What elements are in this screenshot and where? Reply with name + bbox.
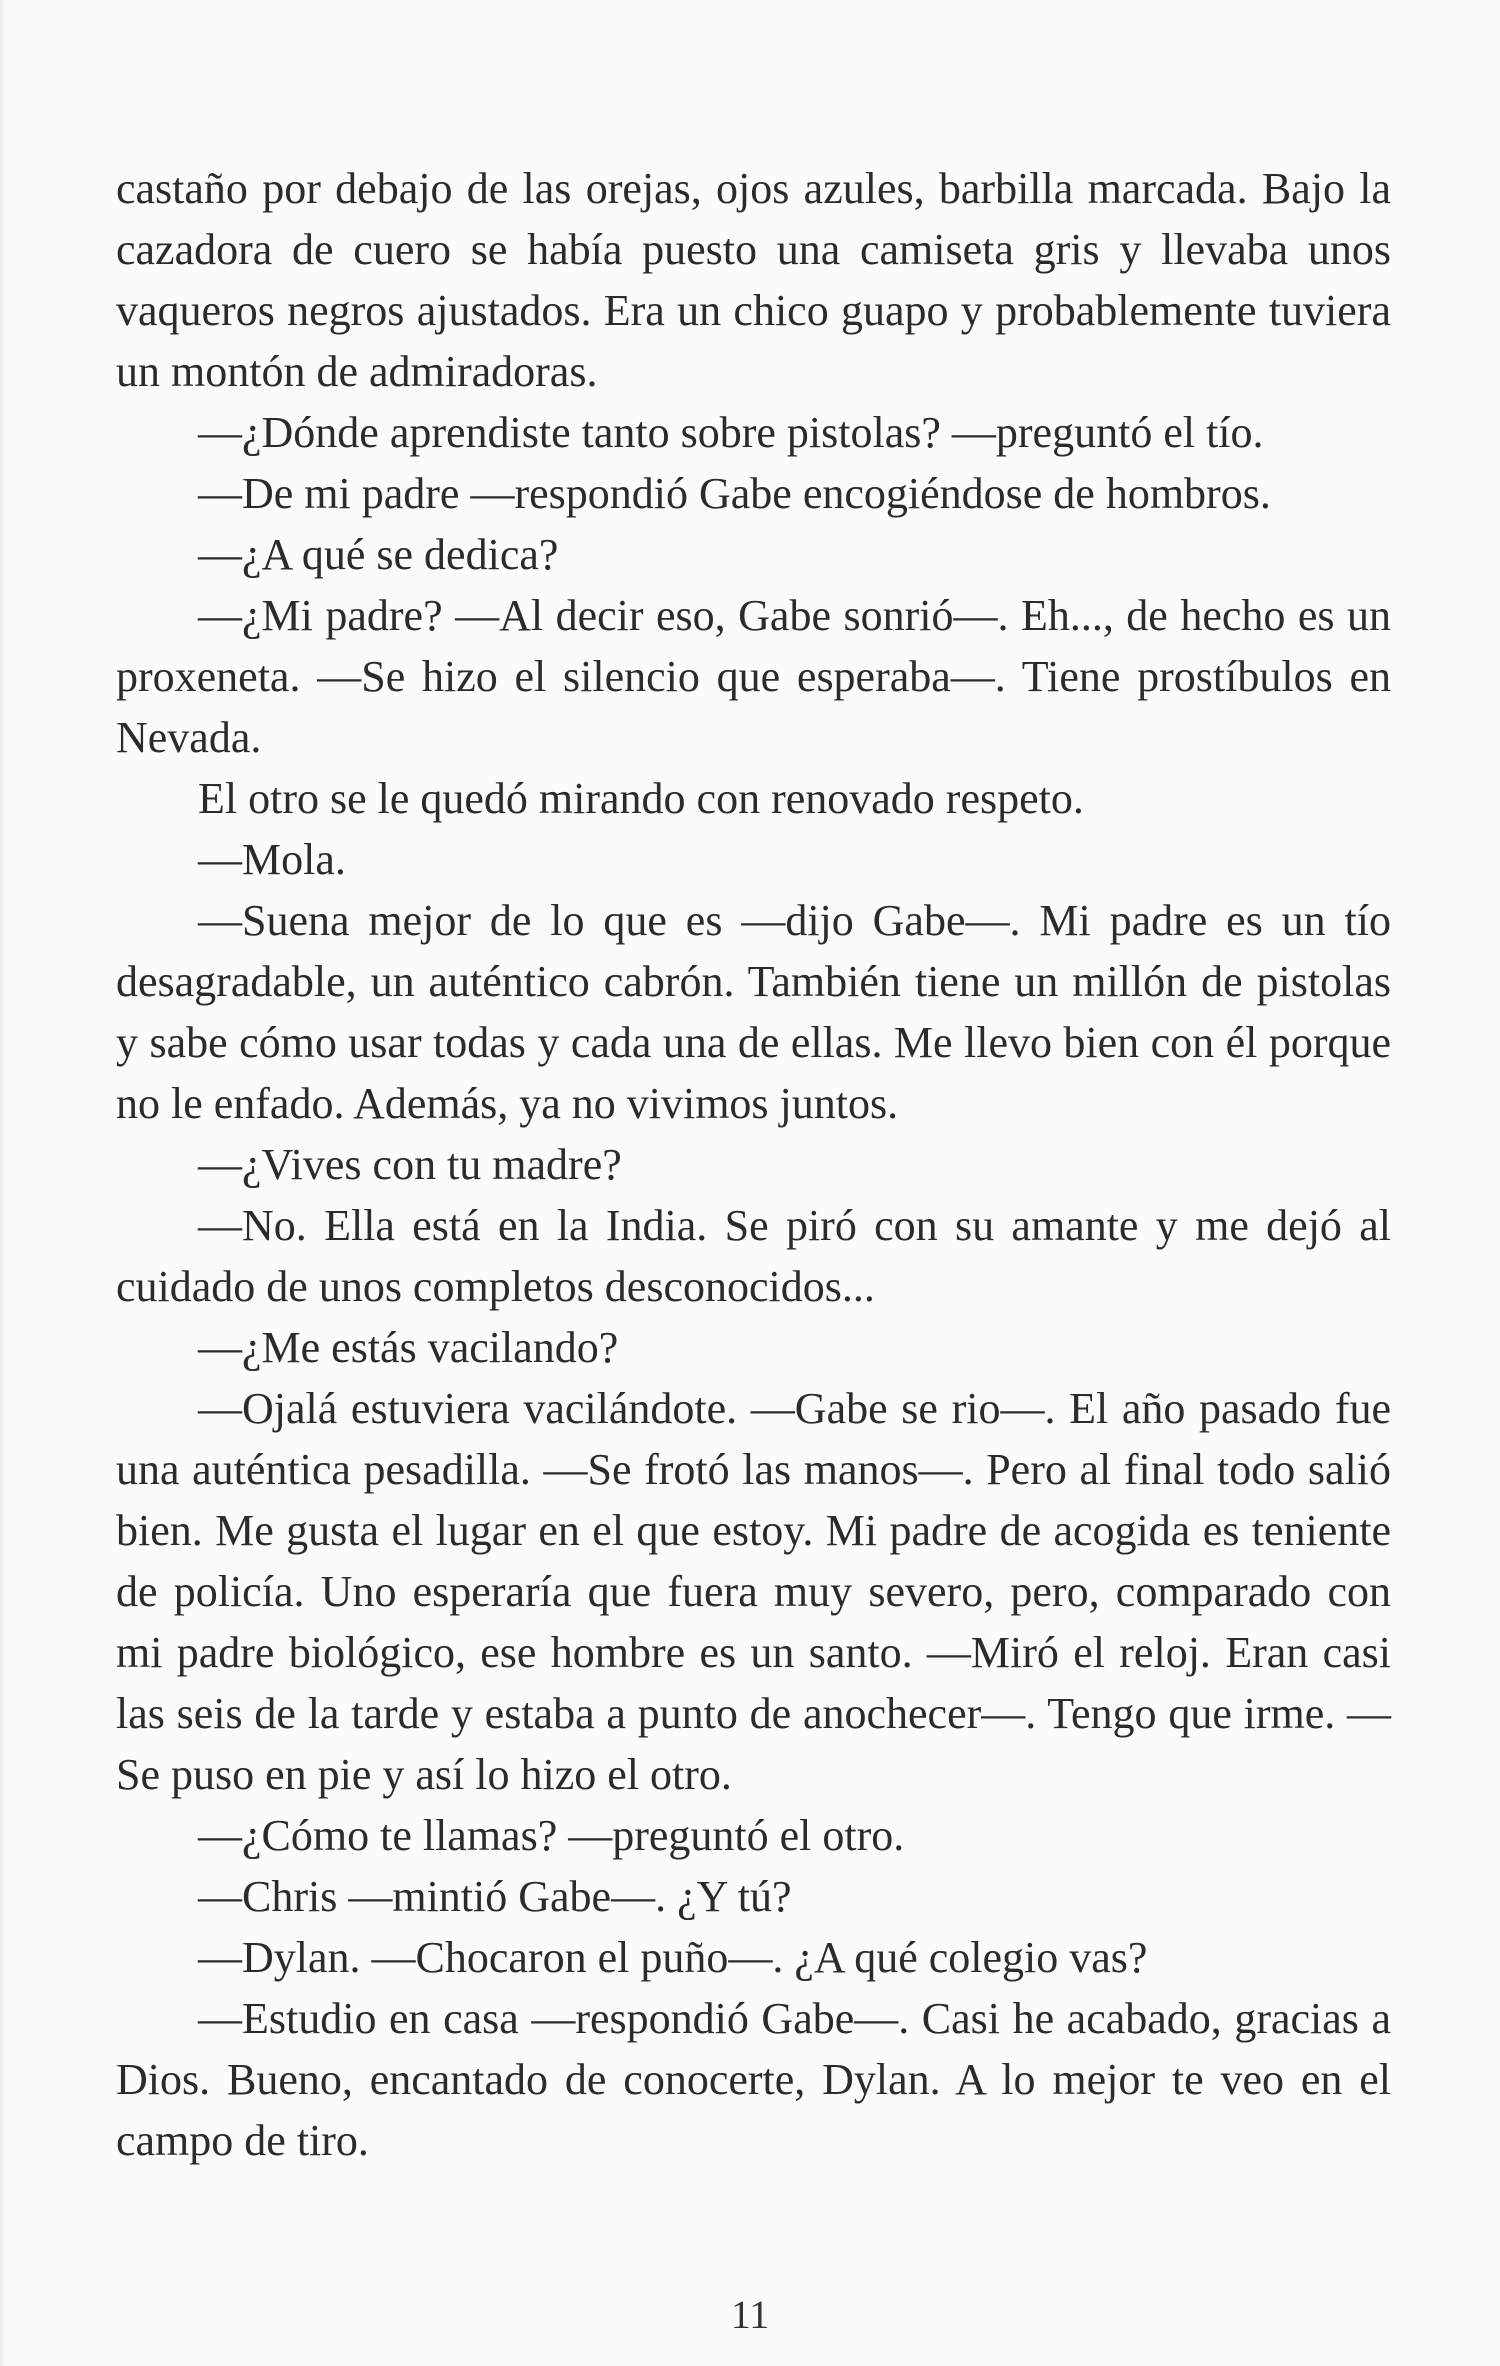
scan-edge-shadow [0,0,6,2366]
paragraph: —No. Ella está en la India. Se piró con su amante y me dejó al cuidado de unos completos desconocidos... [116,1201,1391,1311]
paragraph: —¿Me estás vacilando? [198,1323,619,1372]
page-number: 11 [730,2292,770,2337]
paragraph: castaño por debajo de las orejas, ojos azules, barbilla marcada. Bajo la cazadora de cuero se había puesto una camiseta gris y llevaba unos vaqueros negros ajustados. Era un chico guapo y probablemente tuviera un montón de admiradoras. [116,164,1391,396]
paragraph: El otro se le quedó mirando con renovado respeto. [198,774,1084,823]
paragraph: —Ojalá estuviera vacilándote. —Gabe se rio—. El año pasado fue una auténtica pesadilla. —Se frotó las manos—. Pero al final todo salió bien. Me gusta el lugar en el que estoy. Mi padre de acogida es teniente de policía. Uno esperaría que fuera muy severo, pero, comparado con mi padre biológico, ese hombre es un santo. —Miró el reloj. Eran casi las seis de la tarde y estaba a punto de anochecer—. Tengo que irme. —Se puso en pie y así lo hizo el otro. [116,1384,1391,1799]
paragraph: —Chris —mintió Gabe—. ¿Y tú? [198,1872,792,1921]
paragraph: —De mi padre —respondió Gabe encogiéndose de hombros. [198,469,1271,518]
paragraph: —Suena mejor de lo que es —dijo Gabe—. Mi padre es un tío desagradable, un auténtico cabrón. También tiene un millón de pistolas y sabe cómo usar todas y cada una de ellas. Me llevo bien con él porque no le enfado. Además, ya no vivimos juntos. [116,896,1391,1128]
paragraph: —¿Cómo te llamas? —preguntó el otro. [198,1811,905,1860]
paragraph: —¿Mi padre? —Al decir eso, Gabe sonrió—. Eh..., de hecho es un proxeneta. —Se hizo el silencio que esperaba—. Tiene prostíbulos en Nevada. [116,591,1391,762]
paragraph: —¿A qué se dedica? [198,530,559,579]
paragraph: —Mola. [198,835,346,884]
paragraph: —¿Dónde aprendiste tanto sobre pistolas? —preguntó el tío. [198,408,1264,457]
body-text [116,158,1391,2171]
paragraph: —Estudio en casa —respondió Gabe—. Casi he acabado, gracias a Dios. Bueno, encantado de conocerte, Dylan. A lo mejor te veo en el campo de tiro. [116,1994,1391,2165]
paragraph: —¿Vives con tu madre? [198,1140,622,1189]
paragraph: —Dylan. —Chocaron el puño—. ¿A qué colegio vas? [198,1933,1148,1982]
